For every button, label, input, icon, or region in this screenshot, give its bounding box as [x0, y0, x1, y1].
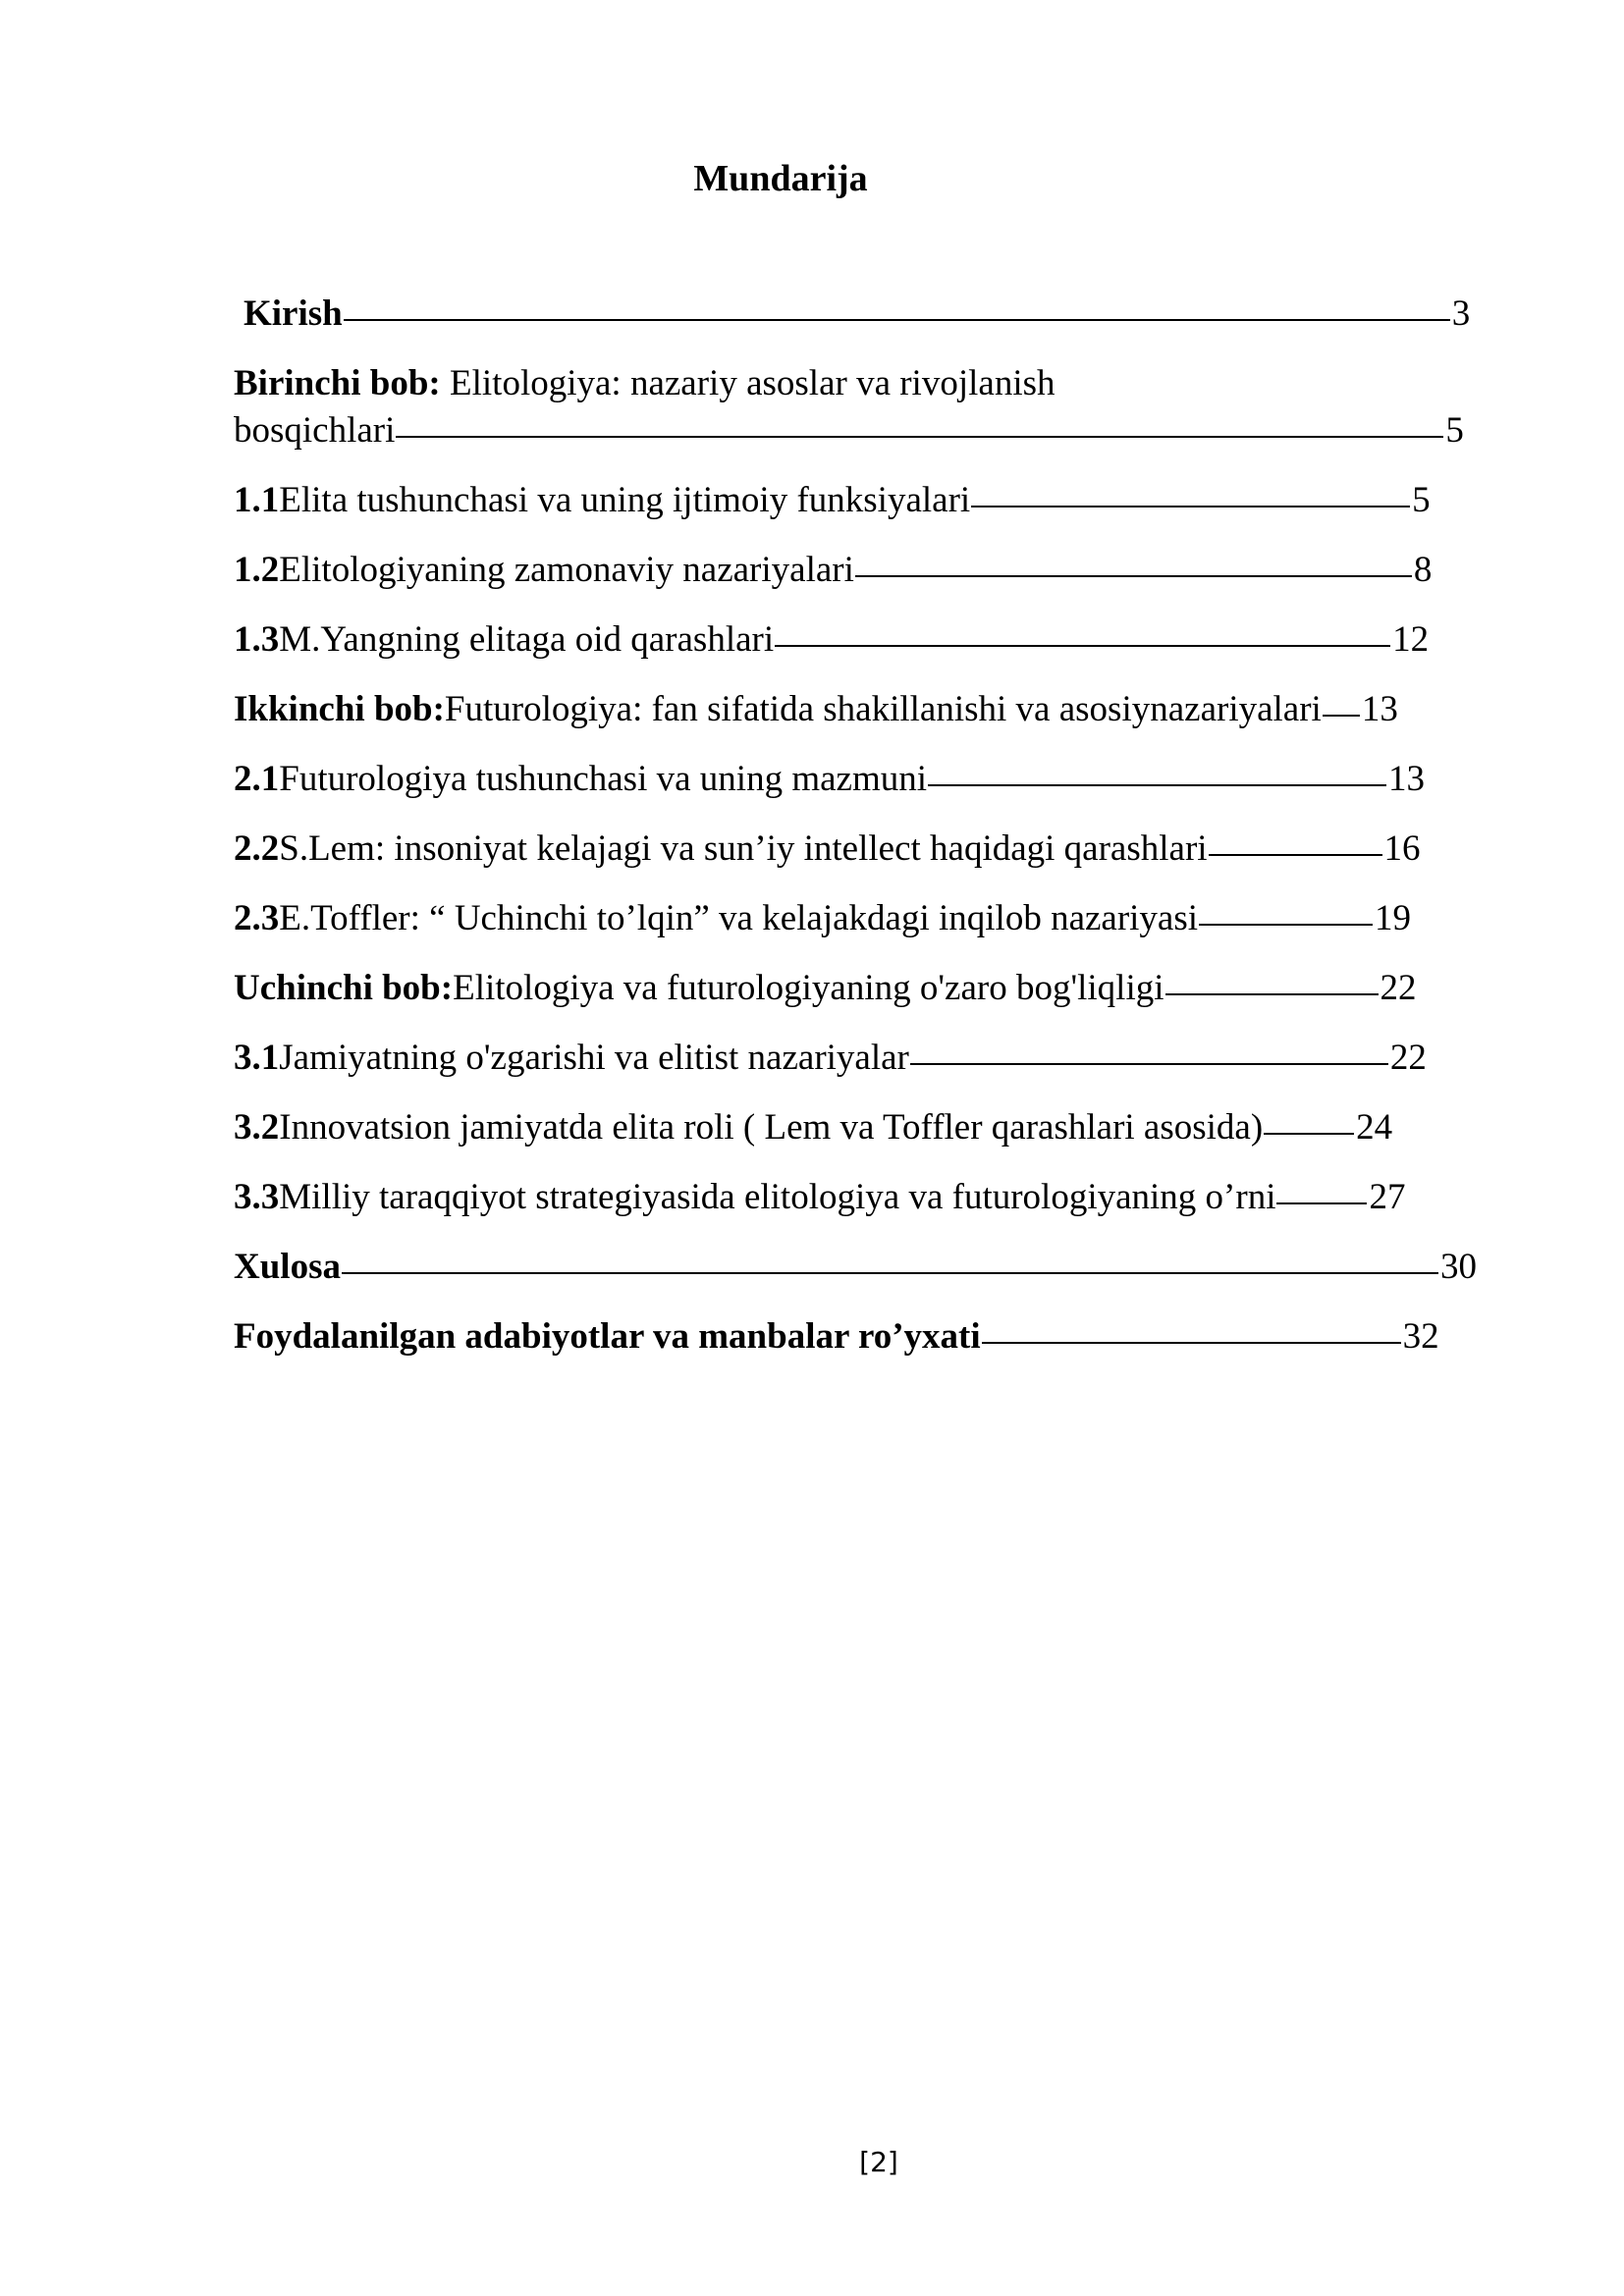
toc-entry-label: Birinchi bob:: [234, 363, 441, 403]
toc-leader: [342, 1272, 1438, 1274]
page-title: Mundarija: [693, 158, 868, 199]
toc-entry-1-3: [234, 616, 1490, 686]
toc-entry-title: Futurologiya: fan sifatida shakillanishi va asosiynazariyalari: [444, 689, 1322, 729]
toc-entry-xulosa: [234, 1244, 1490, 1313]
toc-entry-3-1: [234, 1035, 1490, 1104]
toc-entry-chapter-2: [234, 686, 1490, 756]
toc-leader: [1276, 1202, 1367, 1204]
toc-entry-title: Elitologiya va futurologiyaning o'zaro bog'liqligi: [453, 968, 1164, 1008]
toc-page-number: 16: [1383, 828, 1421, 869]
toc-page-number: 5: [1412, 480, 1431, 520]
toc-leader: [1264, 1133, 1354, 1135]
toc-entry-title: S.Lem: insoniyat kelajagi va sun’iy intellect haqidagi qarashlari: [279, 828, 1208, 869]
toc-entry-number: 3.3: [234, 1177, 280, 1217]
toc-entry-title: Milliy taraqqiyot strategiyasida elitologiya va futurologiyaning o’rni: [279, 1177, 1276, 1217]
toc-entry-title: Elitologiya: nazariy asoslar va rivojlanish: [440, 363, 1056, 403]
toc-entry-chapter-3: [234, 965, 1490, 1035]
toc-entry-label: Xulosa: [234, 1247, 341, 1287]
toc-entry-title: Jamiyatning o'zgarishi va elitist nazariyalar: [279, 1038, 909, 1078]
toc-page-number: 13: [1388, 759, 1425, 799]
toc-entry-2-3: [234, 895, 1490, 965]
toc-page-number: 19: [1375, 898, 1412, 938]
toc-page-number: 5: [1445, 410, 1464, 451]
page-number-footer: [2]: [859, 2146, 898, 2178]
toc-page-number: 27: [1369, 1177, 1406, 1217]
toc-entry-title: E.Toffler: “ Uchinchi to’lqin” va kelajakdagi inqilob nazariyasi: [279, 898, 1199, 938]
toc-entry-number: 2.2: [234, 828, 280, 869]
toc-entry-chapter-1: [234, 360, 1490, 477]
toc-entry-label: Kirish: [244, 294, 343, 334]
toc-leader: [1323, 715, 1360, 717]
toc-entry-2-1: [234, 756, 1490, 826]
toc-entry-title: Futurologiya tushunchasi va uning mazmuni: [279, 759, 927, 799]
toc-leader: [982, 1342, 1401, 1344]
table-of-contents: [234, 291, 1490, 1383]
toc-entry-title: Innovatsion jamiyatda elita roli ( Lem va Toffler qarashlari asosida): [279, 1107, 1264, 1148]
toc-entry-kirish: [234, 291, 1490, 360]
toc-leader: [910, 1063, 1388, 1065]
toc-entry-3-3: [234, 1174, 1490, 1244]
toc-leader: [1199, 924, 1373, 926]
toc-leader: [344, 319, 1450, 321]
toc-entry-label: Foydalanilgan adabiyotlar va manbalar ro’yxati: [234, 1316, 981, 1357]
toc-entry-number: 2.3: [234, 898, 280, 938]
toc-entry-title: M.Yangning elitaga oid qarashlari: [279, 619, 775, 660]
toc-entry-2-2: [234, 826, 1490, 895]
toc-page-number: 12: [1392, 619, 1430, 660]
toc-page-number: 3: [1451, 294, 1471, 334]
toc-entry-title: Elitologiyaning zamonaviy nazariyalari: [279, 550, 854, 590]
toc-page-number: 8: [1413, 550, 1433, 590]
toc-page-number: 13: [1361, 689, 1398, 729]
toc-entry-number: 3.1: [234, 1038, 280, 1078]
toc-leader: [1209, 854, 1382, 856]
toc-leader: [855, 575, 1412, 577]
toc-leader: [971, 506, 1410, 507]
toc-leader: [1165, 993, 1379, 995]
toc-entry-number: 1.2: [234, 550, 280, 590]
toc-entry-1-2: [234, 547, 1490, 616]
toc-entry-label: Uchinchi bob:: [234, 968, 454, 1008]
toc-page-number: 22: [1380, 968, 1417, 1008]
toc-leader: [775, 645, 1390, 647]
toc-entry-title: Elita tushunchasi va uning ijtimoiy funksiyalari: [279, 480, 971, 520]
toc-entry-label: Ikkinchi bob:: [234, 689, 445, 729]
toc-page-number: 24: [1356, 1107, 1393, 1148]
toc-leader: [928, 784, 1386, 786]
toc-entry-number: 2.1: [234, 759, 280, 799]
toc-entry-3-2: [234, 1104, 1490, 1174]
toc-page-number: 32: [1402, 1316, 1439, 1357]
toc-entry-number: 1.3: [234, 619, 280, 660]
toc-entry-number: 3.2: [234, 1107, 280, 1148]
toc-entry-references: [234, 1313, 1490, 1383]
toc-leader: [396, 436, 1443, 438]
toc-entry-title-continued: bosqichlari: [234, 410, 396, 451]
toc-entry-1-1: [234, 477, 1490, 547]
toc-page-number: 22: [1389, 1038, 1427, 1078]
toc-page-number: 30: [1439, 1247, 1477, 1287]
toc-entry-number: 1.1: [234, 480, 280, 520]
